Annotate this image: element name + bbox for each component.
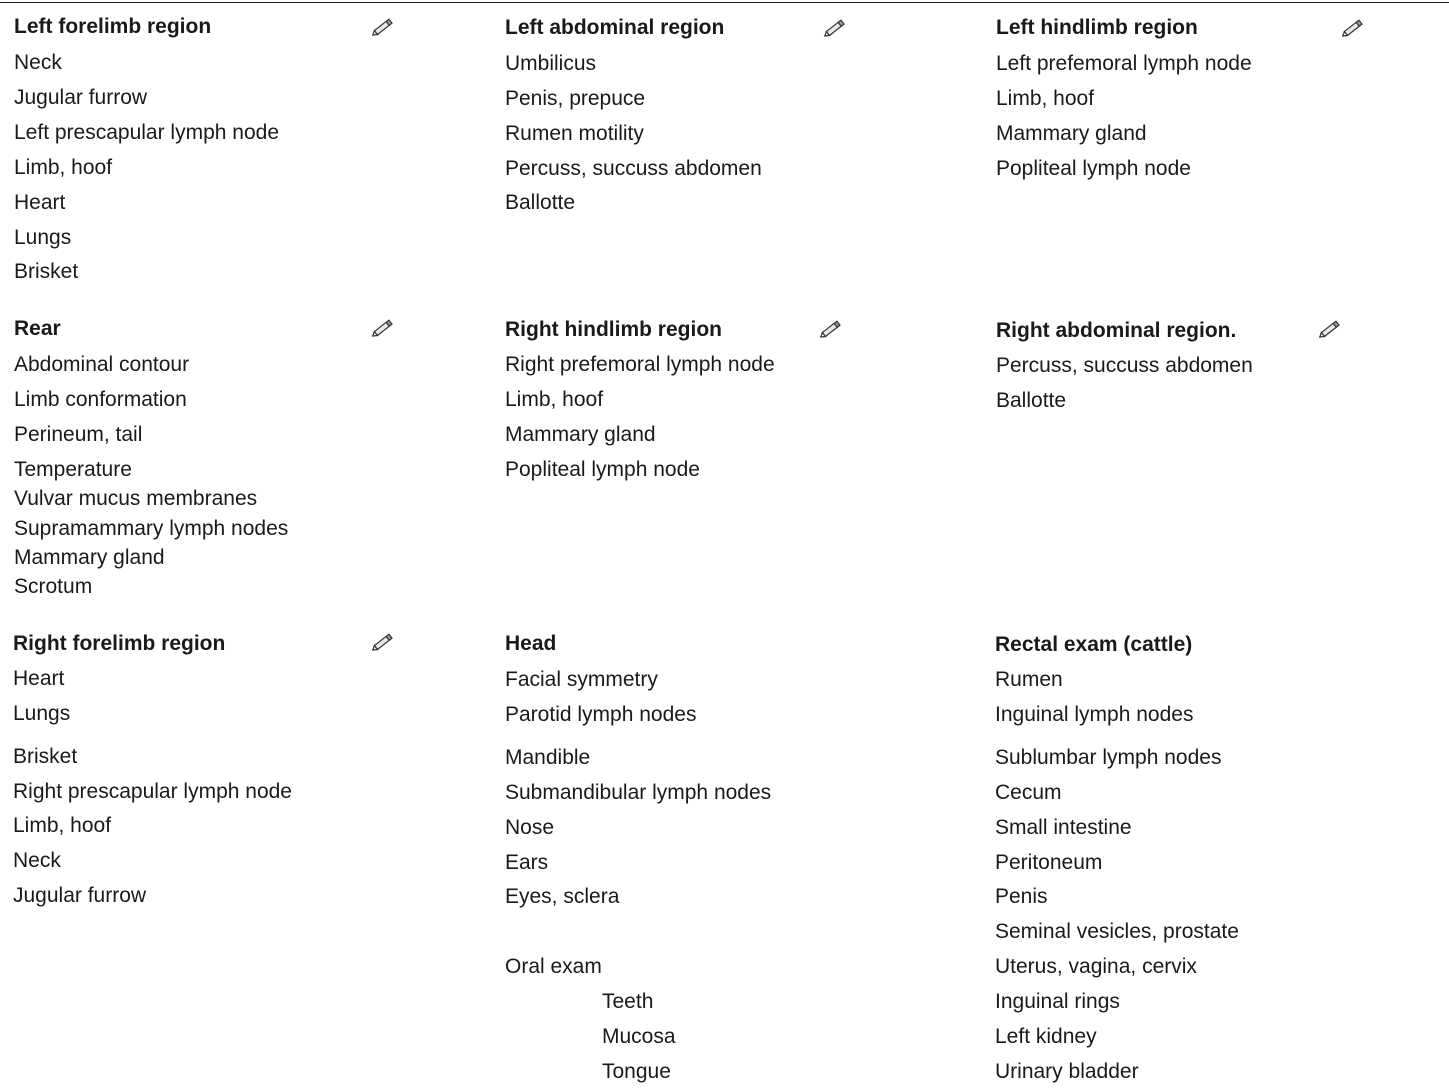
list-item: Nose	[505, 816, 555, 839]
list-item: Mammary gland	[505, 423, 656, 446]
list-item: Left kidney	[995, 1025, 1097, 1048]
list-item: Abdominal contour	[14, 353, 190, 376]
list-item: Umbilicus	[505, 52, 597, 75]
list-item: Peritoneum	[995, 851, 1103, 874]
list-item: Rumen motility	[505, 122, 644, 145]
list-item: Lungs	[13, 702, 71, 725]
list-item: Heart	[14, 191, 66, 214]
list-item: Uterus, vagina, cervix	[995, 955, 1197, 978]
list-item: Small intestine	[995, 816, 1132, 839]
section-title: Right hindlimb region	[505, 318, 722, 341]
pencil-icon[interactable]	[370, 16, 396, 38]
list-item: Perineum, tail	[14, 423, 143, 446]
list-item: Parotid lymph nodes	[505, 703, 697, 726]
list-item: Ballotte	[996, 389, 1067, 412]
list-item: Penis	[995, 885, 1048, 908]
pencil-icon[interactable]	[822, 17, 848, 39]
list-item: Percuss, succuss abdomen	[996, 354, 1253, 377]
section-title: Rear	[14, 317, 61, 340]
list-item: Ears	[505, 851, 549, 874]
list-item: Facial symmetry	[505, 668, 658, 691]
list-item: Vulvar mucus membranes	[14, 487, 258, 510]
list-item: Inguinal rings	[995, 990, 1120, 1013]
list-item: Sublumbar lymph nodes	[995, 746, 1222, 769]
list-item: Brisket	[13, 745, 78, 768]
list-item: Left prescapular lymph node	[14, 121, 279, 144]
section-title: Right abdominal region.	[996, 319, 1237, 342]
list-item: Seminal vesicles, prostate	[995, 920, 1239, 943]
list-item: Mammary gland	[14, 546, 165, 569]
pencil-icon[interactable]	[818, 318, 844, 340]
list-item: Right prefemoral lymph node	[505, 353, 775, 376]
list-item: Neck	[14, 51, 62, 74]
list-item: Mammary gland	[996, 122, 1147, 145]
section-title: Left abdominal region	[505, 16, 725, 39]
list-item: Submandibular lymph nodes	[505, 781, 772, 804]
list-item: Mucosa	[602, 1025, 676, 1048]
list-item: Lungs	[14, 226, 72, 249]
list-item: Neck	[13, 849, 61, 872]
top-divider	[0, 2, 1449, 3]
section-title: Head	[505, 632, 557, 655]
list-item: Temperature	[14, 458, 132, 481]
list-item: Rumen	[995, 668, 1063, 691]
section-title: Right forelimb region	[13, 632, 226, 655]
list-item: Inguinal lymph nodes	[995, 703, 1194, 726]
list-item: Urinary bladder	[995, 1060, 1139, 1083]
pencil-icon[interactable]	[1317, 318, 1343, 340]
pencil-icon[interactable]	[370, 631, 396, 653]
list-item: Penis, prepuce	[505, 87, 646, 110]
list-item: Jugular furrow	[13, 884, 147, 907]
list-item: Brisket	[14, 260, 79, 283]
list-item: Limb, hoof	[996, 87, 1095, 110]
list-item: Limb, hoof	[14, 156, 113, 179]
list-item: Eyes, sclera	[505, 885, 620, 908]
list-item: Limb, hoof	[505, 388, 604, 411]
list-item: Tongue	[602, 1060, 671, 1083]
list-item: Teeth	[602, 990, 654, 1013]
list-item: Jugular furrow	[14, 86, 148, 109]
list-item: Limb, hoof	[13, 814, 112, 837]
list-item: Cecum	[995, 781, 1062, 804]
section-title: Rectal exam (cattle)	[995, 633, 1193, 656]
pencil-icon[interactable]	[1340, 17, 1366, 39]
list-item: Percuss, succuss abdomen	[505, 157, 762, 180]
section-title: Left forelimb region	[14, 15, 212, 38]
list-item: Popliteal lymph node	[505, 458, 700, 481]
pencil-icon[interactable]	[370, 317, 396, 339]
list-item: Right prescapular lymph node	[13, 780, 292, 803]
list-item: Oral exam	[505, 955, 602, 978]
list-item: Scrotum	[14, 575, 93, 598]
list-item: Popliteal lymph node	[996, 157, 1191, 180]
list-item: Heart	[13, 667, 65, 690]
list-item: Ballotte	[505, 191, 576, 214]
list-item: Mandible	[505, 746, 591, 769]
list-item: Supramammary lymph nodes	[14, 517, 289, 540]
section-title: Left hindlimb region	[996, 16, 1198, 39]
list-item: Limb conformation	[14, 388, 187, 411]
list-item: Left prefemoral lymph node	[996, 52, 1252, 75]
